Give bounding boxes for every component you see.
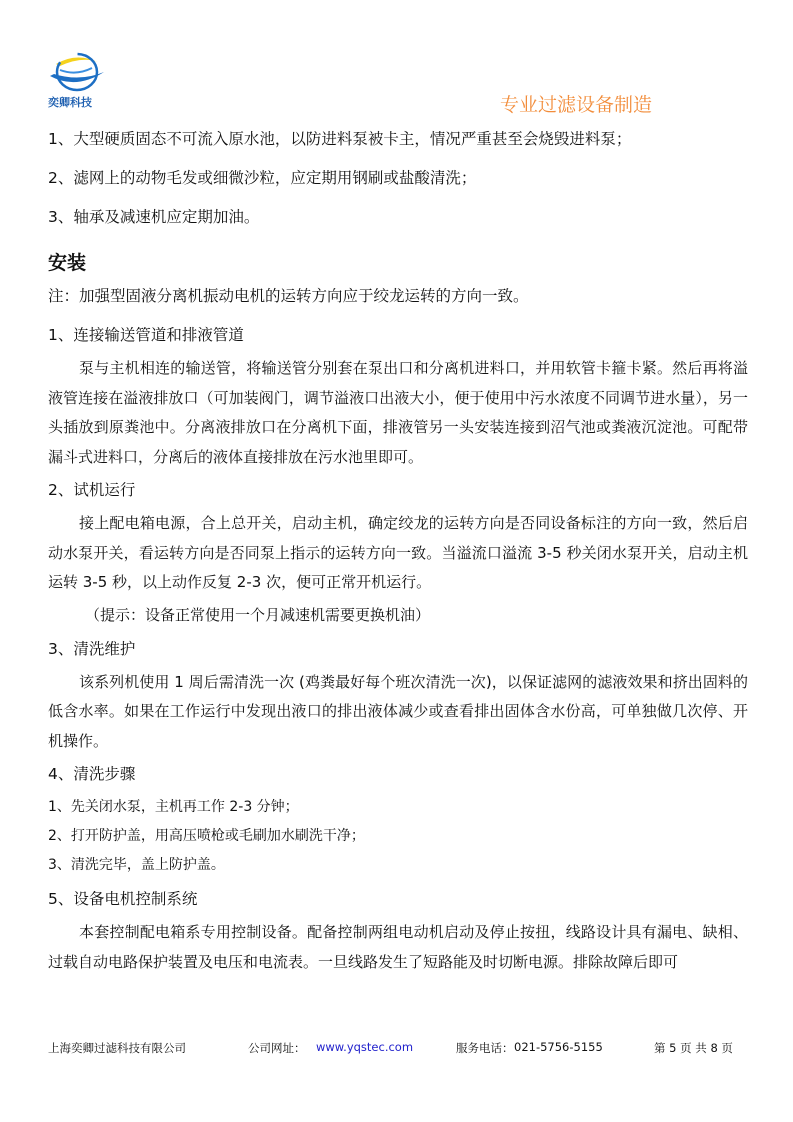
subsection-body: 接上配电箱电源，合上总开关，启动主机，确定绞龙的运转方向是否同设备标注的方向一致，然后启动水泵开关，看运转方向是否同泵上指示的运转方向一致。当溢流口溢流 3-5 秒关闭水泵开关，启动主机运转 3-5 秒，以上动作反复 2-3 次，便可正常开机运行。 [48,514,748,591]
subsection-body: 该系列机使用 1 周后需清洗一次 (鸡粪最好每个班次清洗一次)，以保证滤网的滤液效果和挤出固料的低含水率。如果在工作运行中发现出液口的排出液体减少或查看排出固体含水份高，可单独做几次停、开机操作。 [48,672,748,750]
cleaning-step: 1、先关闭水泵，主机再工作 2-3 分钟； [48,799,299,815]
subsection-body: 泵与主机相连的输送管，将输送管分别套在泵出口和分离机进料口，并用软管卡箍卡紧。然后再将溢液管连接在溢液排放口（可加装阀门，调节溢液口出液大小，便于使用中污水浓度不同调节进水量），另一头插放到原粪池中。分离液排放口在分离机下面，排液管另一头安装连接到沼气池或粪液沉淀池。可配带漏斗式进料口，分离后的液体直接排放在污水池里即可。 [48,359,748,466]
document-body [48,124,748,980]
subsection-title: 4、清洗步骤 [48,765,136,783]
page-footer [48,1040,748,1058]
maintenance-item: 1、大型硬质固态不可流入原水池，以防进料泵被卡主，情况严重甚至会烧毁进料泵； [48,130,632,148]
maintenance-item: 2、滤网上的动物毛发或细微沙粒，应定期用钢刷或盐酸清洗； [48,169,477,187]
install-note: 注：加强型固液分离机振动电机的运转方向应于绞龙运转的方向一致。 [48,287,529,305]
cleaning-step: 3、清洗完毕，盖上防护盖。 [48,857,225,873]
cleaning-step: 2、打开防护盖，用高压喷枪或毛刷加水刷洗干净； [48,828,365,844]
header-slogan: 专业过滤设备制造 [500,94,653,116]
subsection-title: 1、连接输送管道和排液管道 [48,326,244,344]
footer-phone: 021-5756-5155 [514,1040,603,1054]
subsection-title: 3、清洗维护 [48,639,136,658]
tip-note: （提示：设备正常使用一个月减速机需要更换机油） [85,605,431,624]
globe-swoosh-icon [46,50,108,94]
subsection-title: 5、设备电机控制系统 [48,890,198,908]
maintenance-item: 3、轴承及减速机应定期加油。 [48,208,260,226]
footer-website-link[interactable]: www.yqstec.com [316,1040,414,1054]
logo-text: 奕卿科技 [48,96,92,109]
footer-website-label: 公司网址： [248,1041,306,1055]
footer-company: 上海奕卿过滤科技有限公司 [48,1041,186,1055]
company-logo [46,50,108,110]
subsection-title: 2、试机运行 [48,481,136,499]
footer-page-info: 第 5 页 共 8 页 [654,1041,733,1055]
subsection-body: 本套控制配电箱系专用控制设备。配备控制两组电动机启动及停止按扭，线路设计具有漏电、缺相、过载自动电路保护装置及电压和电流表。一旦线路发生了短路能及时切断电源。排除故障后即可 [48,923,748,971]
footer-phone-label: 服务电话： [456,1041,514,1055]
section-heading-install: 安装 [48,252,87,274]
